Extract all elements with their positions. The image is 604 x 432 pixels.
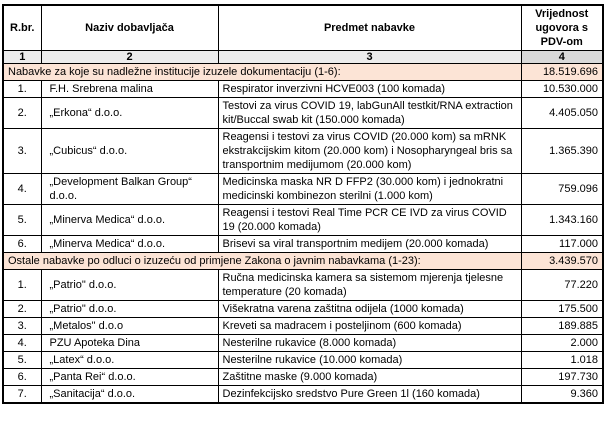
row-number: 1. (3, 81, 41, 98)
column-number-3: 3 (218, 51, 521, 64)
table-row (3, 386, 603, 404)
procurement-subject: Višekratna varena zaštitna odijela (1000 komada) (218, 301, 521, 318)
section-title: Ostale nabavke po odluci o izuzeću od primjene Zakona o javnim nabavkama (1-23): (3, 253, 521, 270)
contract-value: 10.530.000 (521, 81, 603, 98)
table-row (3, 98, 603, 129)
contract-value: 189.885 (521, 318, 603, 335)
column-header-rbr: R.br. (3, 5, 41, 51)
row-number: 3. (3, 129, 41, 174)
table-row (3, 369, 603, 386)
table-row (3, 335, 603, 352)
supplier-name: „Cubicus“ d.o.o. (41, 129, 218, 174)
section-total: 18.519.696 (521, 64, 603, 81)
procurement-table (2, 4, 604, 404)
table-row (3, 129, 603, 174)
supplier-name: „Sanitacija“ d.o.o. (41, 386, 218, 404)
contract-value: 4.405.050 (521, 98, 603, 129)
row-number: 5. (3, 352, 41, 369)
procurement-subject: Nesterilne rukavice (8.000 komada) (218, 335, 521, 352)
supplier-name: F.H. Srebrena malina (41, 81, 218, 98)
contract-value: 759.096 (521, 174, 603, 205)
procurement-subject: Zaštitne maske (9.000 komada) (218, 369, 521, 386)
procurement-subject: Medicinska maska NR D FFP2 (30.000 kom) i jednokratni medicinski kombinezon sterilni (1.000 kom) (218, 174, 521, 205)
section-total: 3.439.570 (521, 253, 603, 270)
procurement-subject: Reagensi i testovi za virus COVID (20.000 kom) sa mRNK ekstrakcijskim kitom (20.000 kom) i Nosopharyngeal bris sa transportnim medijumom (20.000 kom) (218, 129, 521, 174)
table-row (3, 301, 603, 318)
procurement-subject: Dezinfekcijsko sredstvo Pure Green 1l (160 komada) (218, 386, 521, 404)
table-row (3, 81, 603, 98)
contract-value: 77.220 (521, 270, 603, 301)
row-number: 2. (3, 98, 41, 129)
contract-value: 197.730 (521, 369, 603, 386)
column-number-row (3, 51, 603, 64)
table-row (3, 236, 603, 253)
row-number: 4. (3, 174, 41, 205)
table-row (3, 270, 603, 301)
supplier-name: „Development Balkan Group“ d.o.o. (41, 174, 218, 205)
column-number-2: 2 (41, 51, 218, 64)
row-number: 2. (3, 301, 41, 318)
procurement-subject: Nesterilne rukavice (10.000 komada) (218, 352, 521, 369)
row-number: 4. (3, 335, 41, 352)
contract-value: 1.343.160 (521, 205, 603, 236)
row-number: 5. (3, 205, 41, 236)
supplier-name: „Minerva Medica“ d.o.o. (41, 236, 218, 253)
procurement-subject: Kreveti sa madracem i posteljinom (600 komada) (218, 318, 521, 335)
table-row (3, 352, 603, 369)
table-row (3, 174, 603, 205)
contract-value: 1.365.390 (521, 129, 603, 174)
row-number: 3. (3, 318, 41, 335)
contract-value: 117.000 (521, 236, 603, 253)
contract-value: 9.360 (521, 386, 603, 404)
supplier-name: „Metalos" d.o.o (41, 318, 218, 335)
procurement-subject: Reagensi i testovi Real Time PCR CE IVD za virus COVID 19 (20.000 komada) (218, 205, 521, 236)
supplier-name: „Patrio" d.o.o. (41, 270, 218, 301)
section-header-row (3, 253, 603, 270)
supplier-name: PZU Apoteka Dina (41, 335, 218, 352)
row-number: 7. (3, 386, 41, 404)
row-number: 6. (3, 369, 41, 386)
supplier-name: „Panta Rei“ d.o.o. (41, 369, 218, 386)
row-number: 1. (3, 270, 41, 301)
contract-value: 2.000 (521, 335, 603, 352)
procurement-subject: Brisevi sa viral transportnim medijem (20.000 komada) (218, 236, 521, 253)
column-header-supplier: Naziv dobavljača (41, 5, 218, 51)
supplier-name: „Latex“ d.o.o. (41, 352, 218, 369)
table-header-row (3, 5, 603, 51)
row-number: 6. (3, 236, 41, 253)
column-header-value: Vrijednost ugovora s PDV-om (521, 5, 603, 51)
supplier-name: „Erkona“ d.o.o. (41, 98, 218, 129)
supplier-name: „Patrio" d.o.o. (41, 301, 218, 318)
section-header-row (3, 64, 603, 81)
column-number-1: 1 (3, 51, 41, 64)
section-title: Nabavke za koje su nadležne institucije izuzele dokumentaciju (1-6): (3, 64, 521, 81)
table-row (3, 318, 603, 335)
procurement-subject: Testovi za virus COVID 19, labGunAll testkit/RNA extraction kit/Buccal swab kit (150.000 komada) (218, 98, 521, 129)
column-header-subject: Predmet nabavke (218, 5, 521, 51)
supplier-name: „Minerva Medica“ d.o.o. (41, 205, 218, 236)
column-number-4: 4 (521, 51, 603, 64)
procurement-subject: Respirator inverzivni HCVE003 (100 komada) (218, 81, 521, 98)
table-row (3, 205, 603, 236)
procurement-subject: Ručna medicinska kamera sa sistemom mjerenja tjelesne temperature (20 komada) (218, 270, 521, 301)
contract-value: 175.500 (521, 301, 603, 318)
contract-value: 1.018 (521, 352, 603, 369)
